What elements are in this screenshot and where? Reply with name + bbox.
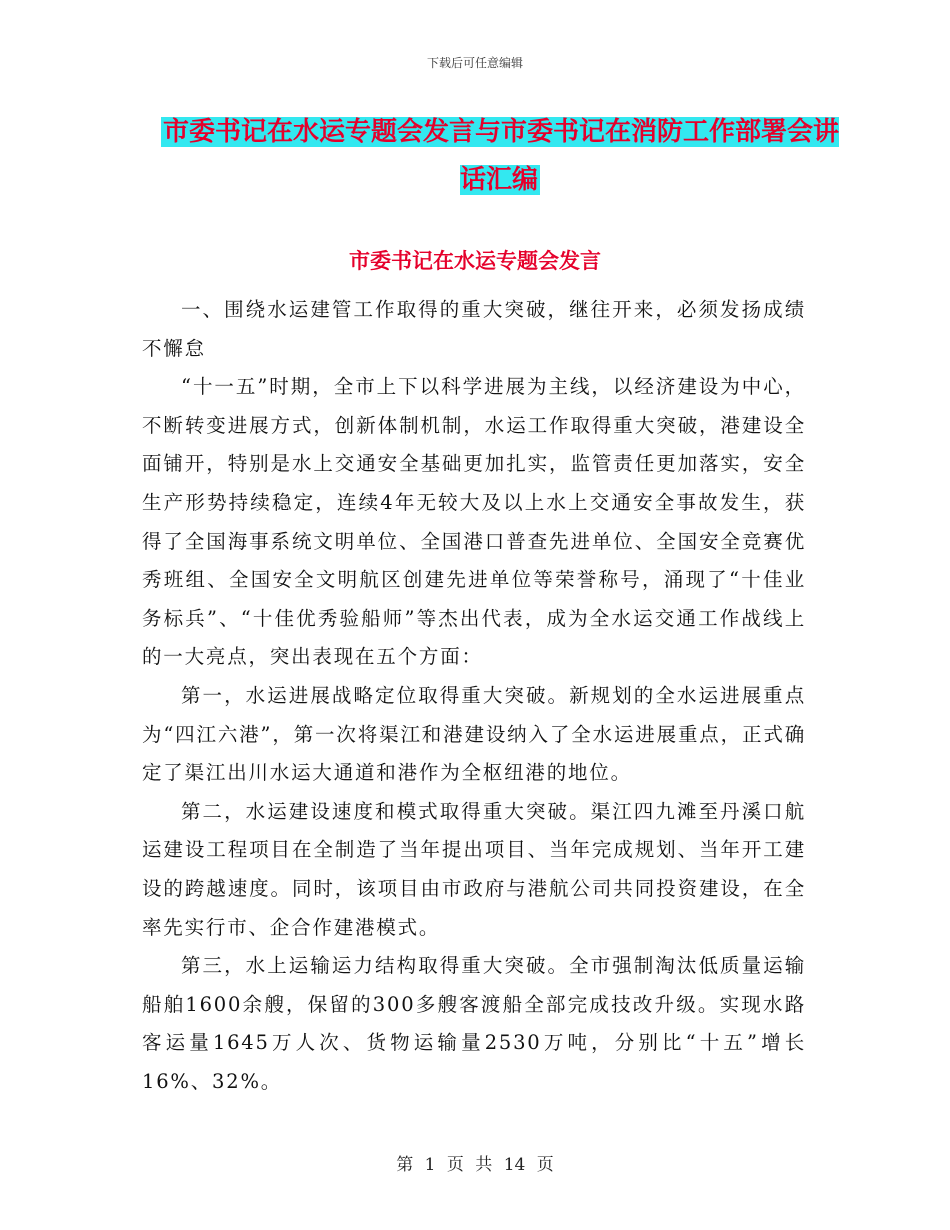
paragraph: 第三，水上运输运力结构取得重大突破。全市强制淘汰低质量运输船舶1600余艘，保留的300多艘客渡船全部完成技改升级。实现水路客运量1645万人次、货物运输量2530万吨，分别比“十五”增长16%、32%。 (142, 954, 806, 1093)
document-title (150, 108, 850, 204)
paragraph: “十一五”时期，全市上下以科学进展为主线，以经济建设为中心，不断转变进展方式，创新体制机制，水运工作取得重大突破，港建设全面铺开，特别是水上交通安全基础更加扎实，监管责任更加落实，安全生产形势持续稳定，连续4年无较大及以上水上交通安全事故发生，获得了全国海事系统文明单位、全国港口普查先进单位、全国安全竞赛优秀班组、全国安全文明航区创建先进单位等荣誉称号，涌现了“十佳业务标兵”、“十佳优秀验船师”等杰出代表，成为全水运交通工作战线上的一大亮点，突出表现在五个方面： (142, 375, 806, 669)
section-title: 市委书记在水运专题会发言 (349, 249, 601, 273)
paragraph: 一、围绕水运建管工作取得的重大突破，继往开来，必须发扬成绩不懈怠 (142, 298, 806, 360)
document-title-text: 市委书记在水运专题会发言与市委书记在消防工作部署会讲话汇编 (162, 117, 839, 195)
page-header-note: 下载后可任意编辑 (426, 56, 523, 70)
page-number-footer: 第 1 页 共 14 页 (396, 1155, 554, 1175)
document-body (142, 291, 806, 1101)
paragraph: 第二，水运建设速度和模式取得重大突破。渠江四九滩至丹溪口航运建设工程项目在全制造了当年提出项目、当年完成规划、当年开工建设的跨越速度。同时，该项目由市政府与港航公司共同投资建设，在全率先实行市、企合作建港模式。 (142, 799, 806, 939)
paragraph: 第一，水运进展战略定位取得重大突破。新规划的全水运进展重点为“四江六港”，第一次将渠江和港建设纳入了全水运进展重点，正式确定了渠江出川水运大通道和港作为全枢纽港的地位。 (142, 683, 806, 785)
